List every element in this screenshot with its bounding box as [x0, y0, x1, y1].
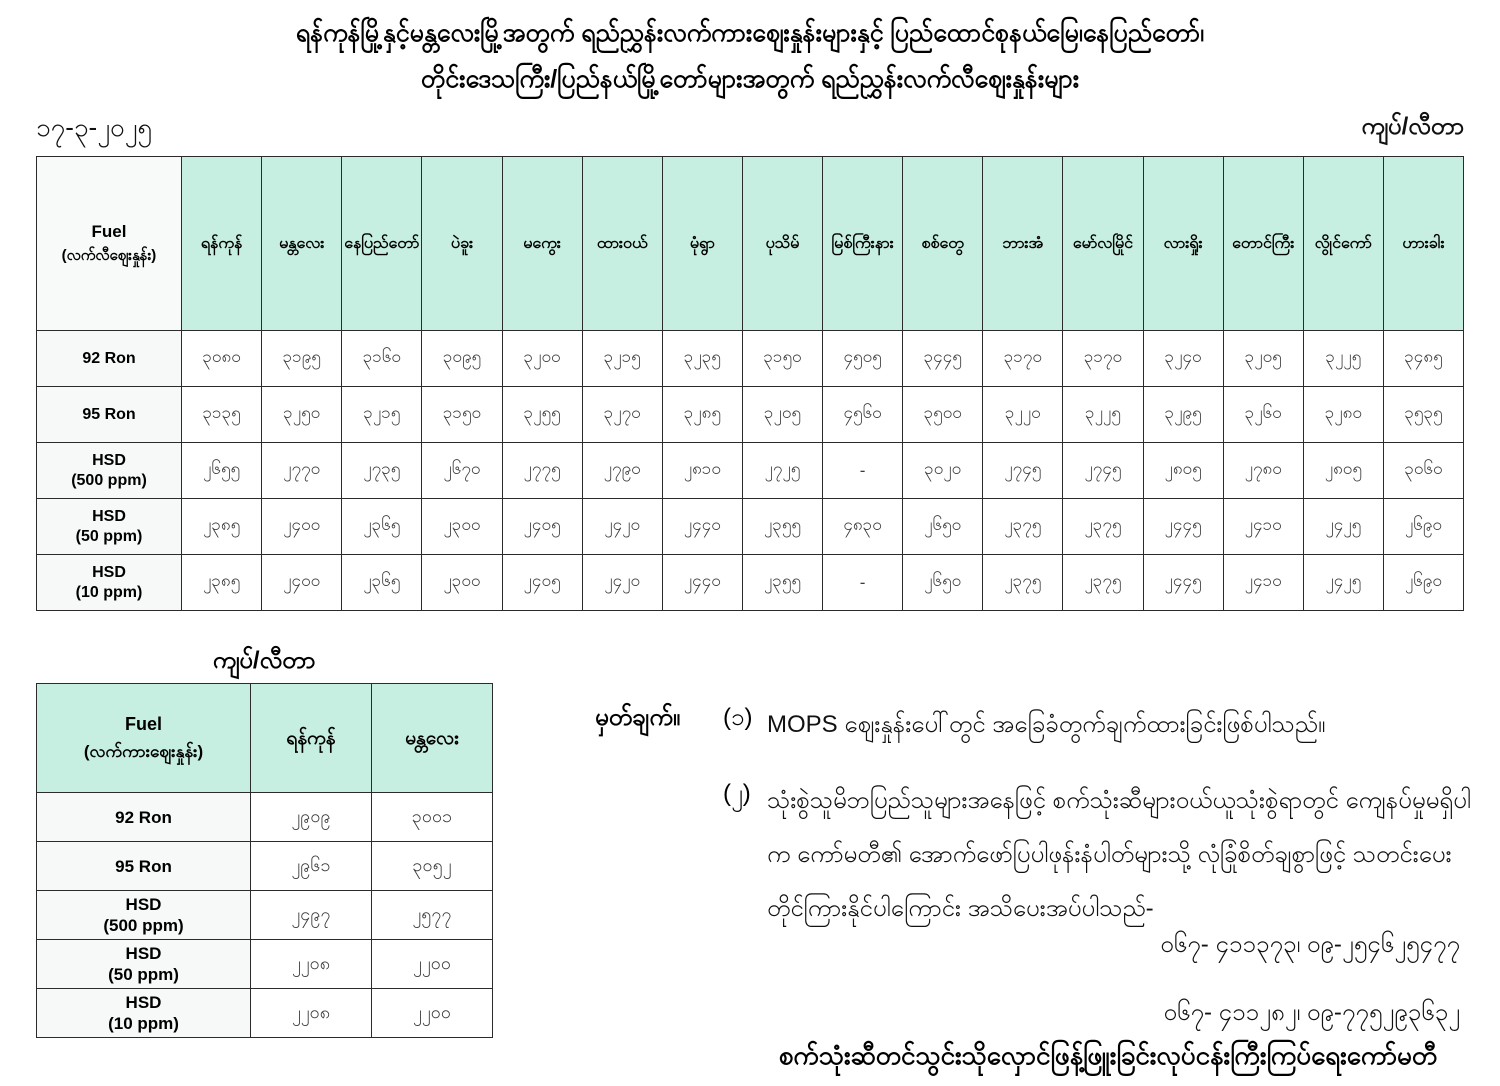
price-cell: ၃၂၅၅: [502, 387, 582, 443]
row-label-line: (10 ppm): [108, 1014, 179, 1033]
city-header-cell: တောင်ကြီး: [1223, 157, 1303, 331]
price-cell: ၂၃၇၅: [1063, 499, 1143, 555]
price-cell: ၂၄၂၀: [582, 499, 662, 555]
price-cell: ၂၆၉၀: [1383, 555, 1463, 611]
title-line-2: တိုင်းဒေသကြီး/ပြည်နယ်မြို့တော်များအတွက် ရည်ညွှန်းလက်လီဈေးနှုန်းများ: [420, 65, 1080, 93]
city-header-cell: နေပြည်တော်: [342, 157, 422, 331]
price-cell: ၂၃၈၅: [182, 555, 262, 611]
table-row: [37, 940, 493, 989]
price-cell: ၂၇၄၅: [1063, 443, 1143, 499]
row-label: [37, 555, 182, 611]
price-cell: ၃၄၄၅: [903, 331, 983, 387]
retail-price-table-body: [37, 157, 1464, 611]
phone-number-line-2: ၀၆၇- ၄၁၁၂၈၂၊ ၀၉-၇၇၅၂၉၃၆၃၂: [1163, 999, 1460, 1026]
price-cell: ၂၆၅၀: [903, 555, 983, 611]
fuel-header-sublabel: (လက်ကားဈေးနှုန်း): [83, 742, 204, 761]
price-cell: ၃၂၈၅: [662, 387, 742, 443]
price-cell: ၃၁၆၀: [342, 331, 422, 387]
price-cell: ၂၃၆၅: [342, 499, 422, 555]
price-cell: ၃၀၀၁: [372, 793, 493, 842]
price-cell: ၄၈၃၀: [823, 499, 903, 555]
document-title: [0, 10, 1500, 102]
fuel-header-cell: [37, 157, 182, 331]
note-2-text: သုံးစွဲသူမိဘပြည်သူများအနေဖြင့် စက်သုံးဆီများဝယ်ယူသုံးစွဲရာတွင် ကျေနပ်မှုမရှိပါက ကော်မတီ၏ အောက်ဖော်ပြပါဖုန်းနံပါတ်များသို့ လုံခြုံစိတ်ချစွာဖြင့် သတင်းပေး တိုင်ကြားနိုင်ပါကြောင်း အသိပေးအပ်ပါသည်-: [767, 787, 1471, 922]
row-label: [37, 891, 251, 940]
row-label-line: 92 Ron: [82, 349, 136, 367]
price-cell: ၂၇၂၅: [742, 443, 822, 499]
row-label-line: (50 ppm): [108, 965, 179, 984]
price-cell: ၂၄၀၀: [262, 555, 342, 611]
table-row: [37, 555, 1464, 611]
note-2-number: (၂): [723, 780, 751, 807]
row-label-line: HSD: [92, 451, 126, 469]
row-label-line: HSD: [125, 944, 162, 963]
row-label: [37, 842, 251, 891]
city-header-cell: ပဲခူး: [422, 157, 502, 331]
city-header-cell: ရန်ကုန်: [251, 684, 372, 793]
price-cell: -: [823, 443, 903, 499]
price-cell: ၂၉၆၁: [251, 842, 372, 891]
city-header-cell: လားရှိုး: [1143, 157, 1223, 331]
price-cell: ၂၃၀၀: [422, 555, 502, 611]
price-cell: ၃၁၅၀: [742, 331, 822, 387]
price-cell: ၃၂၀၅: [742, 387, 822, 443]
price-cell: ၃၂၁၅: [342, 387, 422, 443]
city-header-cell: ရန်ကုန်: [182, 157, 262, 331]
price-cell: ၂၃၅၅: [742, 555, 822, 611]
price-cell: ၂၇၈၀: [1223, 443, 1303, 499]
price-cell: ၂၆၅၀: [903, 499, 983, 555]
price-cell: ၂၃၅၅: [742, 499, 822, 555]
row-label: [37, 443, 182, 499]
price-cell: ၂၄၁၀: [1223, 499, 1303, 555]
price-cell: ၂၄၄၅: [1143, 499, 1223, 555]
price-cell: ၂၅၇၇: [372, 891, 493, 940]
wholesale-price-table: [36, 683, 493, 1038]
price-cell: ၂၄၂၀: [582, 555, 662, 611]
price-cell: ၂၄၄၅: [1143, 555, 1223, 611]
wholesale-price-table-body: [37, 684, 493, 1038]
price-cell: ၃၂၀၀: [502, 331, 582, 387]
price-cell: ၃၂၀၅: [1223, 331, 1303, 387]
price-cell: ၄၅၀၅: [823, 331, 903, 387]
note-1-text: MOPS ဈေးနှုန်းပေါ်တွင် အခြေခံတွက်ချက်ထားခြင်းဖြစ်ပါသည်။: [767, 711, 1326, 738]
city-header-cell: မန္တလေး: [372, 684, 493, 793]
price-cell: -: [823, 555, 903, 611]
price-cell: ၃၀၂၀: [903, 443, 983, 499]
price-cell: ၃၀၅၂: [372, 842, 493, 891]
price-cell: ၂၈၀၅: [1143, 443, 1223, 499]
note-item-2: [595, 774, 1490, 936]
table-row: [37, 842, 493, 891]
city-header-cell: ဟားခါး: [1383, 157, 1463, 331]
price-cell: ၂၂၀၀: [372, 940, 493, 989]
price-cell: ၃၂၂၅: [1063, 387, 1143, 443]
row-label-line: (50 ppm): [75, 527, 143, 545]
row-label-line: 95 Ron: [115, 856, 172, 876]
row-label-line: HSD: [125, 895, 162, 914]
city-header-cell: မန္တလေး: [262, 157, 342, 331]
row-label-line: (500 ppm): [103, 916, 184, 935]
price-cell: ၃၄၈၅: [1383, 331, 1463, 387]
row-label: [37, 387, 182, 443]
price-cell: ၃၁၇၀: [1063, 331, 1143, 387]
price-cell: ၃၂၅၀: [262, 387, 342, 443]
price-cell: ၃၀၆၀: [1383, 443, 1463, 499]
price-cell: ၂၄၂၅: [1303, 499, 1383, 555]
city-header-cell: မကွေး: [502, 157, 582, 331]
price-cell: ၃၁၃၅: [182, 387, 262, 443]
unit-label-top: ကျပ်/လီတာ: [1361, 113, 1464, 140]
row-label-line: HSD: [92, 563, 126, 581]
city-header-cell: ထားဝယ်: [582, 157, 662, 331]
city-header-cell: ပုသိမ်: [742, 157, 822, 331]
city-header-cell: မော်လမြိုင်: [1063, 157, 1143, 331]
price-cell: ၂၆၉၀: [1383, 499, 1463, 555]
price-cell: ၃၂၉၅: [1143, 387, 1223, 443]
price-cell: ၂၄၁၀: [1223, 555, 1303, 611]
city-header-cell: မုံရွာ: [662, 157, 742, 331]
table-row: [37, 499, 1464, 555]
price-cell: ၂၇၃၅: [342, 443, 422, 499]
price-cell: ၃၁၉၅: [262, 331, 342, 387]
price-cell: ၃၂၇၀: [582, 387, 662, 443]
fuel-header-label: Fuel: [124, 714, 162, 734]
price-cell: ၃၂၈၀: [1303, 387, 1383, 443]
row-label: [37, 989, 251, 1038]
price-cell: ၃၂၆၀: [1223, 387, 1303, 443]
header-row: [37, 684, 493, 793]
price-cell: ၂၄၂၅: [1303, 555, 1383, 611]
price-cell: ၂၃၇၅: [983, 499, 1063, 555]
price-cell: ၄၅၆၀: [823, 387, 903, 443]
price-cell: ၃၂၃၅: [662, 331, 742, 387]
report-date: ၁၇-၃-၂၀၂၅: [36, 112, 152, 142]
price-cell: ၂၃၈၅: [182, 499, 262, 555]
unit-label-small: ကျပ်/လီတာ: [212, 647, 316, 674]
price-cell: ၂၃၀၀: [422, 499, 502, 555]
price-cell: ၂၇၇၅: [502, 443, 582, 499]
note-item-1: [595, 698, 1490, 752]
row-label-line: (10 ppm): [75, 583, 143, 601]
price-cell: ၃၂၄၀: [1143, 331, 1223, 387]
price-cell: ၂၃၆၅: [342, 555, 422, 611]
price-cell: ၂၇၄၅: [983, 443, 1063, 499]
price-cell: ၃၂၂၅: [1303, 331, 1383, 387]
price-cell: ၃၅၀၀: [903, 387, 983, 443]
retail-price-table: [36, 156, 1464, 611]
note-1-number: (၁): [723, 704, 753, 731]
committee-name: စက်သုံးဆီတင်သွင်းသိုလှောင်ဖြန့်ဖြူးခြင်းလုပ်ငန်းကြီးကြပ်ရေးကော်မတီ: [778, 1040, 1438, 1070]
row-label: [37, 940, 251, 989]
price-cell: ၂၈၁၀: [662, 443, 742, 499]
price-cell: ၂၃၇၅: [1063, 555, 1143, 611]
row-label: [37, 499, 182, 555]
row-label: [37, 793, 251, 842]
price-cell: ၂၉၀၉: [251, 793, 372, 842]
notes-heading: မှတ်ချက်။: [595, 704, 681, 731]
price-cell: ၂၄၀၅: [502, 499, 582, 555]
city-header-cell: လွိုင်ကော်: [1303, 157, 1383, 331]
price-cell: ၂၂၀၈: [251, 989, 372, 1038]
table-row: [37, 793, 493, 842]
price-cell: ၃၁၇၀: [983, 331, 1063, 387]
price-cell: ၂၄၀၅: [502, 555, 582, 611]
header-row: [37, 157, 1464, 331]
price-cell: ၂၄၄၀: [662, 555, 742, 611]
price-cell: ၃၂၂၀: [983, 387, 1063, 443]
city-header-cell: စစ်တွေ: [903, 157, 983, 331]
table-row: [37, 331, 1464, 387]
price-cell: ၂၃၇၅: [983, 555, 1063, 611]
price-cell: ၂၈၀၅: [1303, 443, 1383, 499]
fuel-header-cell: [37, 684, 251, 793]
row-label-line: 92 Ron: [115, 807, 172, 827]
row-label-line: 95 Ron: [82, 405, 136, 423]
table-row: [37, 891, 493, 940]
price-cell: ၂၇၉၀: [582, 443, 662, 499]
city-header-cell: မြစ်ကြီးနား: [823, 157, 903, 331]
price-cell: ၃၂၁၅: [582, 331, 662, 387]
price-cell: ၃၁၅၀: [422, 387, 502, 443]
price-cell: ၃၅၃၅: [1383, 387, 1463, 443]
row-label-line: HSD: [92, 507, 126, 525]
phone-number-line-1: ၀၆၇- ၄၁၁၃၇၃၊ ၀၉-၂၅၄၆၂၅၄၇၇: [1160, 931, 1460, 958]
city-header-cell: ဘားအံ: [983, 157, 1063, 331]
notes-section: [595, 698, 1490, 936]
price-cell: ၂၄၀၀: [262, 499, 342, 555]
row-label-line: (500 ppm): [71, 471, 147, 489]
price-cell: ၂၆၅၅: [182, 443, 262, 499]
price-cell: ၃၀၉၅: [422, 331, 502, 387]
row-label-line: HSD: [125, 993, 162, 1012]
price-cell: ၂၄၄၀: [662, 499, 742, 555]
table-row: [37, 443, 1464, 499]
price-cell: ၂၆၇၀: [422, 443, 502, 499]
fuel-header-sublabel: (လက်လီဈေးနှုန်း): [61, 246, 157, 264]
table-row: [37, 989, 493, 1038]
price-cell: ၂၄၉၇: [251, 891, 372, 940]
row-label: [37, 331, 182, 387]
price-cell: ၃၀၈၀: [182, 331, 262, 387]
fuel-header-label: Fuel: [91, 221, 127, 241]
price-cell: ၂၂၀၈: [251, 940, 372, 989]
table-row: [37, 387, 1464, 443]
price-cell: ၂၂၀၀: [372, 989, 493, 1038]
price-cell: ၂၇၇၀: [262, 443, 342, 499]
title-line-1: ရန်ကုန်မြို့နှင့်မန္တလေးမြို့အတွက် ရည်ညွှန်းလက်ကားဈေးနှုန်းများနှင့် ပြည်ထောင်စုနယ်မြေ၊နေပြည်တော်၊: [295, 19, 1205, 47]
